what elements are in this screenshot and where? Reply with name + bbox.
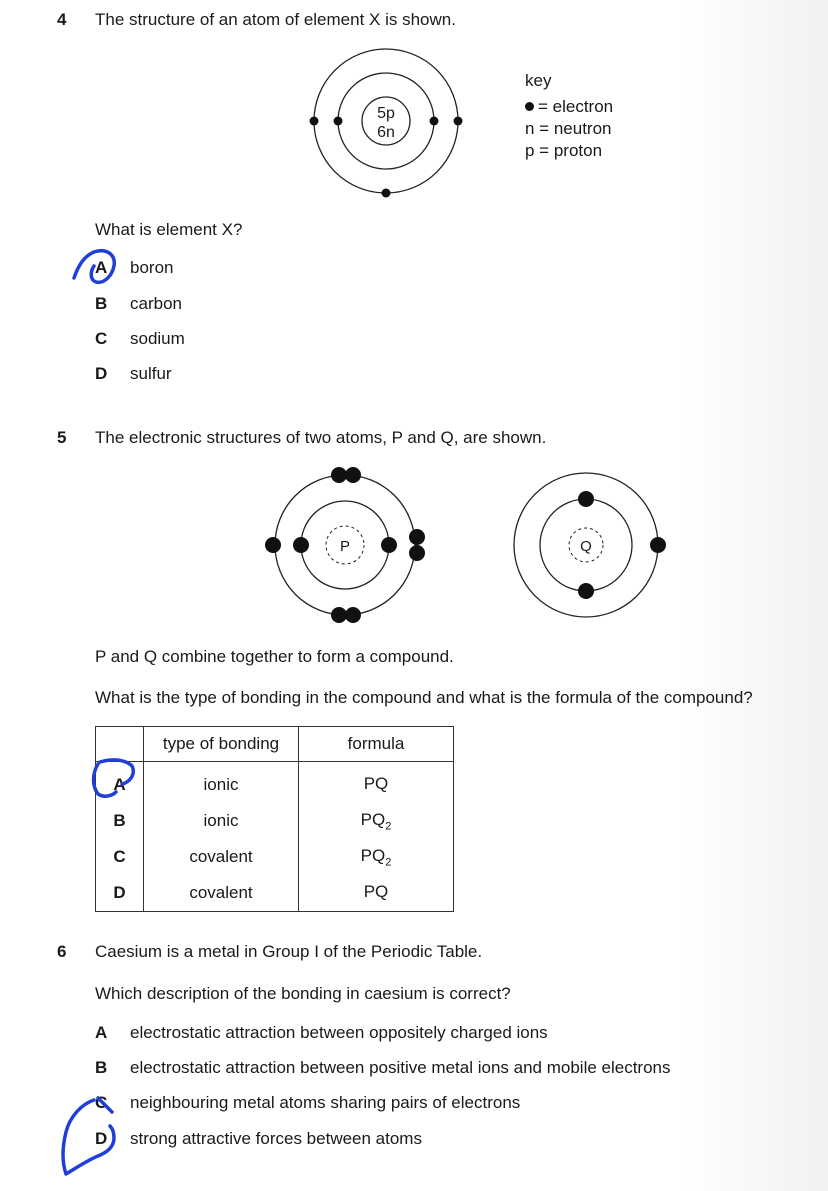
electron-key-icon — [525, 102, 534, 111]
q6-option-a[interactable] — [95, 1023, 548, 1043]
table-header-cell: formula — [299, 727, 454, 762]
electron-dot — [293, 537, 309, 553]
row-bonding: ionic — [144, 803, 299, 839]
table-row[interactable] — [96, 762, 454, 804]
row-letter: D — [96, 875, 144, 912]
electron-dot — [578, 491, 594, 507]
option-text: neighbouring metal atoms sharing pairs of electrons — [130, 1093, 521, 1112]
electron-dot — [331, 467, 347, 483]
handwritten-answer-mark-q5 — [84, 752, 144, 802]
formula-base: PQ — [360, 845, 386, 865]
q4-option-d[interactable] — [95, 364, 172, 384]
handwritten-answer-mark-q4 — [64, 244, 124, 290]
row-formula — [299, 803, 454, 839]
question-5-prompt: What is the type of bonding in the compound and what is the formula of the compound? — [95, 688, 753, 707]
row-formula — [299, 839, 454, 875]
question-4-prompt: What is element X? — [95, 220, 243, 239]
option-text: carbon — [130, 294, 182, 313]
formula-subscript: 2 — [385, 820, 392, 833]
option-text: electrostatic attraction between oppositely charged ions — [130, 1023, 548, 1042]
key-neutron: n = neutron — [525, 119, 612, 138]
electron-dot — [650, 537, 666, 553]
atom-p-label: P — [339, 538, 351, 555]
q4-option-b[interactable] — [95, 294, 182, 314]
atom-x-diagram — [300, 40, 480, 205]
table-header-cell: type of bonding — [144, 727, 299, 762]
formula-subscript: 2 — [385, 856, 392, 869]
electron-dot — [345, 607, 361, 623]
formula-base: PQ — [360, 809, 386, 829]
atom-q-label: Q — [580, 538, 592, 555]
question-4-number: 4 — [57, 10, 67, 29]
formula-base: PQ — [363, 881, 389, 901]
row-letter: C — [96, 839, 144, 875]
option-letter: C — [95, 329, 108, 348]
question-6-number: 6 — [57, 942, 67, 961]
electron-dot — [334, 117, 343, 126]
table-row[interactable] — [96, 803, 454, 839]
row-bonding: covalent — [144, 875, 299, 912]
electron-dot — [578, 583, 594, 599]
q6-option-b[interactable] — [95, 1058, 671, 1078]
row-bonding: covalent — [144, 839, 299, 875]
handwritten-answer-mark-q6 — [54, 1088, 134, 1183]
option-letter: C — [95, 1093, 108, 1112]
electron-dot — [382, 189, 391, 198]
table-header-row — [96, 727, 454, 762]
electron-dot — [265, 537, 281, 553]
nucleus-neutrons: 6n — [377, 124, 395, 141]
row-formula — [299, 762, 454, 804]
electron-dot — [310, 117, 319, 126]
row-letter: B — [96, 803, 144, 839]
option-text: strong attractive forces between atoms — [130, 1129, 422, 1148]
atom-q-diagram — [500, 470, 675, 625]
question-5-number: 5 — [57, 428, 67, 447]
option-text: electrostatic attraction between positive metal ions and mobile electrons — [130, 1058, 671, 1077]
row-formula — [299, 875, 454, 912]
table-row[interactable] — [96, 839, 454, 875]
question-4-stem: The structure of an atom of element X is shown. — [95, 10, 456, 29]
row-bonding: ionic — [144, 762, 299, 804]
option-letter: D — [95, 364, 108, 383]
option-text: sodium — [130, 329, 185, 348]
key-electron-label: = electron — [538, 97, 614, 116]
electron-dot — [331, 607, 347, 623]
nucleus-protons: 5p — [377, 105, 395, 122]
key-proton: p = proton — [525, 141, 603, 160]
atom-p-diagram — [255, 460, 435, 630]
question-5-stem: The electronic structures of two atoms, P and Q, are shown. — [95, 428, 547, 447]
question-5-statement: P and Q combine together to form a compound. — [95, 647, 454, 666]
electron-dot — [345, 467, 361, 483]
option-text: boron — [130, 258, 174, 277]
electron-dot — [409, 545, 425, 561]
electron-dot — [409, 529, 425, 545]
q4-option-c[interactable] — [95, 329, 185, 349]
option-text: sulfur — [130, 364, 172, 383]
bonding-options-table — [95, 726, 454, 912]
electron-dot — [454, 117, 463, 126]
row-letter: A — [96, 762, 144, 804]
option-letter: B — [95, 1058, 108, 1077]
option-letter: D — [95, 1129, 108, 1148]
electron-dot — [430, 117, 439, 126]
electron-dot — [381, 537, 397, 553]
key-electron — [525, 97, 613, 117]
question-6-stem: Caesium is a metal in Group I of the Periodic Table. — [95, 942, 483, 961]
option-letter: B — [95, 294, 108, 313]
option-letter: A — [95, 1023, 108, 1042]
table-row[interactable] — [96, 875, 454, 912]
option-letter: A — [95, 258, 108, 277]
question-6-prompt: Which description of the bonding in caesium is correct? — [95, 984, 511, 1003]
key-title: key — [525, 71, 552, 90]
formula-base: PQ — [363, 773, 389, 793]
